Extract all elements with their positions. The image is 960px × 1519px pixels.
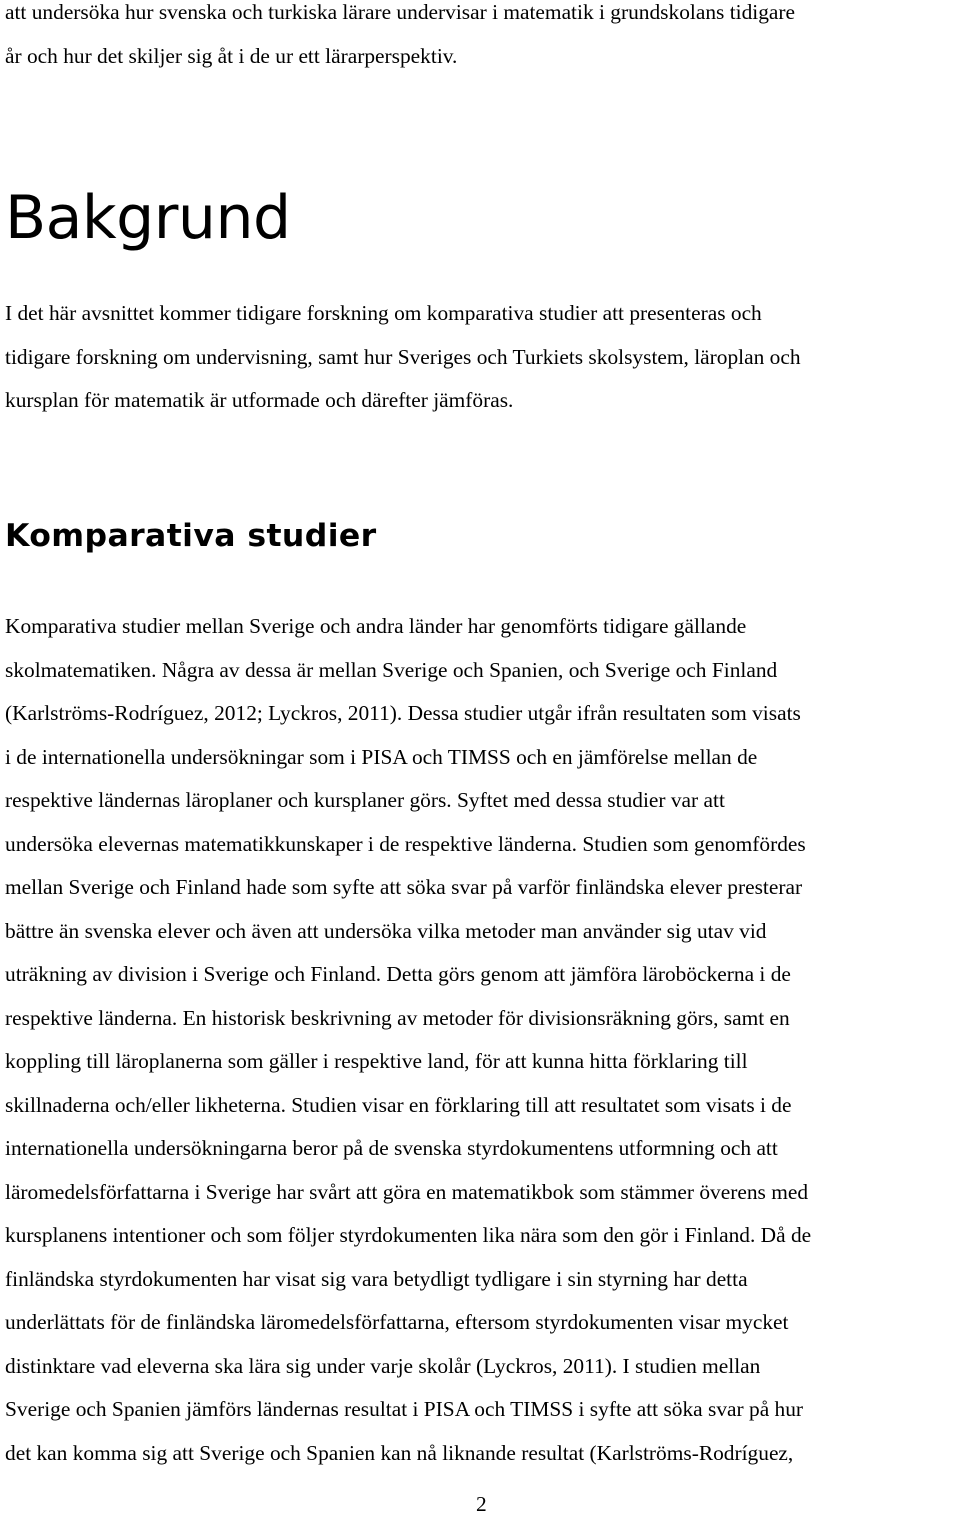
text-line: det kan komma sig att Sverige och Spanien kan nå liknande resultat (Karlströms-Rodríguez, (5, 1440, 794, 1465)
background-paragraph (5, 292, 950, 423)
text-line: distinktare vad eleverna ska lära sig under varje skolår (Lyckros, 2011). I studien mellan (5, 1353, 761, 1378)
text-line: skolmatematiken. Några av dessa är mellan Sverige och Spanien, och Sverige och Finland (5, 657, 778, 682)
heading-bakgrund: Bakgrund (5, 183, 291, 253)
text-line: läromedelsförfattarna i Sverige har svårt att göra en matematikbok som stämmer överens med (5, 1179, 809, 1204)
intro-paragraph (5, 0, 945, 78)
text-line: undersöka elevernas matematikkunskaper i de respektive länderna. Studien som genomfördes (5, 831, 806, 856)
text-line: kursplan för matematik är utformade och därefter jämföras. (5, 388, 514, 412)
text-line: Sverige och Spanien jämförs ländernas resultat i PISA och TIMSS i syfte att söka svar på hur (5, 1397, 804, 1421)
page-number: 2 (476, 1492, 487, 1516)
text-line: kursplanens intentioner och som följer styrdokumenten lika nära som den gör i Finland. Då de (5, 1223, 812, 1247)
text-line: finländska styrdokumenten har visat sig vara betydligt tydligare i sin styrning har detta (5, 1266, 748, 1291)
text-line: internationella undersökningarna beror på de svenska styrdokumentens utformning och att (5, 1136, 778, 1160)
text-line: att undersöka hur svenska och turkiska lärare undervisar i matematik i grundskolans tidigare (5, 0, 796, 24)
text-line: uträkning av division i Sverige och Finland. Detta görs genom att jämföra läroböckerna i de (5, 962, 791, 986)
text-line: (Karlströms-Rodríguez, 2012; Lyckros, 2011). Dessa studier utgår ifrån resultaten som visats (5, 701, 801, 725)
text-line: Komparativa studier mellan Sverige och andra länder har genomförts tidigare gällande (5, 614, 747, 638)
text-line: år och hur det skiljer sig åt i de ur ett lärarperspektiv. (5, 43, 458, 68)
comparative-studies-paragraph (5, 605, 957, 1475)
text-line: respektive ländernas läroplaner och kursplaner görs. Syftet med dessa studier var att (5, 788, 725, 812)
text-line: bättre än svenska elever och även att undersöka vilka metoder man använder sig utav vid (5, 918, 767, 943)
text-line: respektive länderna. En historisk beskrivning av metoder för divisionsräkning görs, samt en (5, 1005, 790, 1030)
text-line: koppling till läroplanerna som gäller i respektive land, för att kunna hitta förklaring till (5, 1049, 748, 1073)
text-line: tidigare forskning om undervisning, samt hur Sveriges och Turkiets skolsystem, läroplan och (5, 344, 801, 369)
text-line: underlättats för de finländska läromedelsförfattarna, eftersom styrdokumenten visar mycket (5, 1310, 789, 1334)
document-page (5, 0, 955, 1519)
text-line: mellan Sverige och Finland hade som syfte att söka svar på varför finländska elever presterar (5, 875, 803, 899)
text-line: skillnaderna och/eller likheterna. Studien visar en förklaring till att resultatet som visats i de (5, 1092, 792, 1117)
text-line: i de internationella undersökningar som i PISA och TIMSS och en jämförelse mellan de (5, 744, 758, 769)
text-line: I det här avsnittet kommer tidigare forskning om komparativa studier att presenteras och (5, 301, 762, 325)
heading-komparativa-studier: Komparativa studier (5, 518, 377, 554)
